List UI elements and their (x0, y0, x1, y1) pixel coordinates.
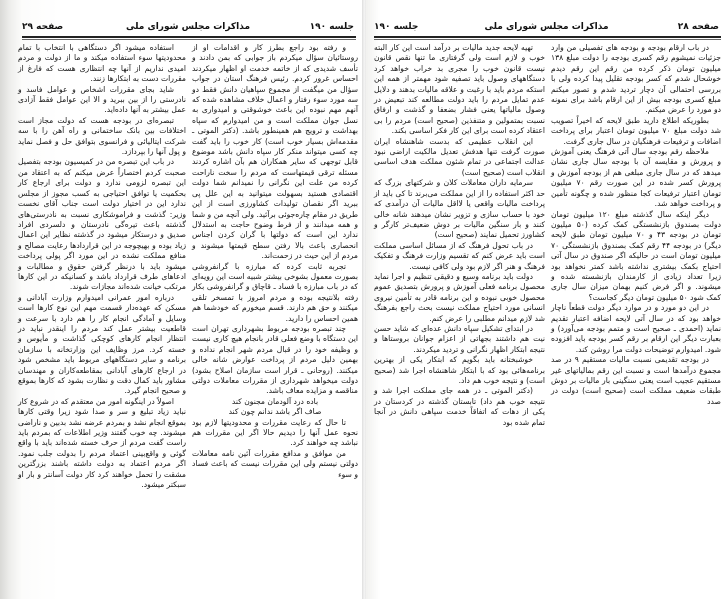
running-title: مذاکرات مجلس شورای ملی (125, 22, 251, 32)
header-rule-thin (374, 39, 721, 40)
paragraph: شاید بجای مقررات اشخاص و عوامل فاسد و نادرستی را از بین ببرید و الا این عوامل فقط آزادی عمل بیشتر به آنها داده‌اید. (18, 84, 186, 115)
paragraph: اصولاً در اینگونه امور من معتقدم که در شروع کار نباید زیاد تبلیغ و سر و صدا شود زیرا وقتی کارها بموقع انجام نشد و بمردم عرضه نشد بدبین و ناراضی میشوند. چه خوب گفتند وزیر اطلاعات که بمردم باید راست گفت مردم از حرف خسته شده‌اند باید با واقع گوئی و واقع‌بینی اعتماد مردم را بدولت جلب نمود. اگر مردم اعتماد به دولت داشته باشند بزرگترین مشقت را تحمل خواهند کرد کار دولت آسانتر و بار او سبکتر میشود. (18, 396, 186, 490)
right-page-28 (366, 0, 725, 599)
text-column-left (374, 43, 545, 428)
text-column-right (192, 43, 358, 480)
paragraph: این انقلاب عظیمی که بدست شاهنشاه ایران صورت گرفت تنها هدفش تعدیل مالکیت اراضی نبود عدالت اجتماعی در تمام شئون مملکت هدف اساسی انقلاب است (صحیح است) (374, 136, 545, 177)
paragraph: در باب ارقام بودجه و بودجه های تفصیلی من وارد جزئیات نمیشوم رقم کسری بودجه را دولت مبلغ ۱۳۸ میلیون تومان ذکر کرده من رقم این رقم دیدم خوشحال شدم که کسر بودجه تقلیل پیدا کرده ولی با بررسی احتمالی آن دچار تردید شدم و تصور میکنم مبلغ کسری بودجه بیش از این ارقام باشد برای نمونه دو مورد را عرض میکنم. (551, 43, 721, 115)
paragraph: در باب تحول فرهنگ که از مسائل اساسی مملکت است باید عرض کنم که تقسیم وزارت فرهنگ و تفکیک فرهنگ و هنر اگر لازم بود ولی کافی نیست. (374, 240, 545, 271)
paragraph: تا حال که رعایت مقررات و محدودیتها لازم بود نحوه عمل آنها را دیدیم حالا اگر این مقررات هم نباشد چه خواهند کرد. (192, 417, 358, 448)
session-number: جلسه ۱۹۰ (374, 22, 419, 32)
paragraph: درباره امور عمرانی امیدوارم وزارت آبادانی و مسکن که عهده‌دار قسمت مهم این نوع کارها است وسایل و آمادگی انجام کار را هم دارد با سرعت و قاطعیت بیشتر عمل کند مردم را اینقدر نباید در انتظار انجام کارهای کوچکی گذاشت و مأیوس و خسته کرد. مرز وظایف این وزارتخانه با سازمان برنامه و سایر دستگاههای مربوط باید مشخص شود در ارجاع کارهای آبادانی بمقاطعه‌کاران و مهندسان مشاور باید کمال دقت و نظارت بشود که کارها بموقع و صحیح انجام گیرد. (18, 292, 186, 396)
paragraph: تهیه لایحه جدید مالیات بر درآمد است این کار البته خوب و لازم است ولی گرفتاری ما تنها نقص قانون نیست قانون خوب را مجری بد خراب خواهد کرد دستگاههای وصول باید تصفیه شود مهمتر از همه این استکه مردم باید با رغبت و علاقه مالیات بدهند و دلایل عدم تمایل مردم را باید دولت مطالعه کند تبعیض در وصول مالیاتها یعنی فشار بضعفا و گذشت و ارفاق نسبت بمتمولین و متنفذین (صحیح است) مردم را بی اعتقاد کرده است برای این کار فکر اساسی بکند. (374, 43, 545, 136)
header-rule-thin (22, 39, 356, 40)
paragraph: در ابتدای تشکیل سپاه دانش عده‌ای که شاید حسن نیت هم داشتند بجهاتی از اعزام جوانان بروستاها و نتیجه ابتکار اظهار نگرانی و تردید میکردند. (374, 323, 545, 354)
page-header (22, 22, 354, 36)
paragraph: ملاحظه رقم بودجه سال آتی فرهنگ یعنی آموزش و پرورش و مقایسه آن با بودجه سال جاری نشان میدهد که در سال جاری مبلغی هم از بودجه آموزش و پرورش کسر شده در این صورت رقم ۷۰ میلیون تومان اعتبار ترفیعات کجا منظور شده و چگونه تأمین و پرداخت خواهد شد. (551, 147, 721, 209)
paragraph: بطوریکه اطلاع دارید طبق لایحه که اخیراً تصویب شد دولت مبلغ ۷۰ میلیون تومان اعتبار برای پرداخت اضافات و ترفیعات فرهنگیان در سال جاری گرفت. (551, 115, 721, 146)
verse-line: صاف اگر باشد ندانم چون کند (228, 407, 322, 417)
paragraph: (دکتر الموتی ـ در همه جای مملکت اجرا شد و نتیجه خوب هم داد) تابستان گذشته در کردستان در یکی از دهات که اتفاقاً خدمت سپاهی دانش در آنجا تمام شده بود (374, 386, 545, 427)
paragraph: در این دو مورد و در موارد دیگر دولت قطعاً ناچار خواهد بود که در سال آتی لایحه اضافه اعتبار تقدیم نماید (احمدی ـ صحیح است و متمم بودجه می‌آورد) و بعبارت دیگر این ارقام بر رقم کسر بودجه باید افزوده شود. امیدوارم توضیحات دولت مرا روشن کند. (551, 303, 721, 354)
paragraph: چند تبصره بودجه مربوط بشهرداری تهران است این دستگاه با وضع فعلی قادر بانجام هیچ کاری نیست و وظیفه خود را در قبال مردم شهر انجام نداده و بهمین دلیل مردم از پرداخت عوارض شانه خالی میکنند. (روحانی ـ قرار است سازمان اصلاح بشود) دولت میخواهد شهرداری از مقررات معاملات دولتی مناقصه و مزایده معاف باشد. (192, 323, 358, 396)
paragraph: دیگر اینکه سال گذشته مبلغ ۱۲۰ میلیون تومان دولت بصندوق بازنشستگی کمک کرده (۵۰ میلیون تومان در بودجه ۴۳ و ۷۰ میلیون تومان طبق لایحه دیگر) در بودجه ۴۴ رقم کمک بصندوق بازنشستگی ۷۰ میلیون تومان است در حالیکه اگر صندوق در سال آتی احتیاج بکمک بیشتری نداشته باشد کمتر نخواهد بود زیرا تعداد زیادی از کارمندان بازنشسته شده و میشوند. و اگر فرض کنیم بهمان میزان سال جاری کمک شود ۵۰ میلیون تومان دیگر کجاست؟ (551, 209, 722, 302)
paragraph: دولت باید برنامه وسیع و دقیقی تنظیم و اجرا نماید محصول برنامه فعلی آموزش و پرورش بتصدیق عموم محصول خوبی نبوده و این برنامه قادر به تأمین نیروی انسانی مورد احتیاج مملکت نیست بحث راجع بفرهنگ شد لازم میدانم مطلبی را عرض کنم. (374, 271, 545, 323)
paragraph: خوشبختانه باید بگویم که ابتکار یکی از بهترین برنامه‌هائی بود که با ابتکار شاهنشاه اجرا شد (صحیح است) و نتیجه خوب هم داد. (374, 355, 545, 385)
paragraph: تجربه ثابت کرده که مبارزه با گرانفروشی بصورت معمول بشوخی بیشتر شبیه است این رویه‌ای که در باب مبارزه با فساد ـ قاچاق و گرانفروشی بکار رفته بلانتیجه بوده و مردم امروز با تمسخر تلقی میکنند و حق هم دارند. قسم میخورم که خودشما هم همین احساس را دارید. (192, 261, 358, 323)
paragraph: در باب این تبصره من در کمیسیون بودجه بتفصیل صحبت کردم اختصاراً عرض میکنم که به اعتقاد من این تبصره لزومی ندارد و دولت برای ارجاع کار بحکمیت یا توافق احتیاجی به کسب مجوز از مجلس ندارد این در اختیار دولت است جناب آقای نخست وزیر: گذشت و فراموشکاری نسبت به نادرستی‌های گذشته باعث تیره‌گی نادرستان و دلسردی افراد صدیق و درستکار میشود در گذشته نظایر این اعمال زیاد بوده و بهیچوجه در این قراردادها رعایت مصالح و منافع مملکت نشده در این مورد اگر پولی پرداخت میشود باید با درنظر گرفتن حقوق و مطالبات و ادعاهای طرف قرارداد باشد و کسانیکه در این کارها مرتکب خیانت شده‌اند مجازات شوند. (18, 157, 186, 292)
page-header (374, 22, 719, 36)
session-number: جلسه ۱۹۰ (309, 22, 354, 32)
page-number: صفحه ۲۸ (677, 22, 719, 32)
paragraph: سرمایه داران معاملات کلان و شرکتهای بزرگ که حد اکثر استفاده را از این مملکت می‌برند تا کی باید از پرداخت مالیات واقعی یا لااقل مالیات آن درآمدی که خود با حساب سازی و تزویر نشان میدهند شانه خالی کنند و بار سنگین مالیات بر دوش ضعیف‌تر کارگر و کشاورز تحمیل نمایند (صحیح است) (374, 178, 545, 240)
header-rule (22, 36, 356, 38)
paragraph: من موافق و مدافع مقررات آئین نامه معاملات دولتی نیستم ولی این مقررات نیست که باعث فساد و سوء (192, 448, 358, 479)
paragraph: استفاده میشود اگر دستگاهی با انتخاب با تمام محدودیتها سوء استفاده میکند و ما از دولت و مردم امیدی نداریم از آنها چه انتظاری هست که فارغ از مقررات دست به ابتکارها زنند. (18, 43, 186, 84)
text-column-left (18, 43, 186, 490)
paragraph: در بودجه تقدیمی نسبت مالیات مستقیم ۹ در صد مجموع درآمدها است و نسبت این رقم بمالیاتهای غیر مستقیم عجیب است یعنی سنگینی بار مالیات بر دوش طبقات ضعیف مملکت است (صحیح است) دولت در صدد (551, 355, 721, 406)
page-number: صفحه ۲۹ (22, 22, 64, 32)
header-rule (374, 36, 721, 38)
verse-line: باده درد آلودمان مجنون کند (231, 396, 319, 406)
paragraph: و رفته بود راجع بطرز کار و اقدامات او از روستائیان سؤال میکردم باز جوابی که بمن دادند و تأسف شدیدی که از خاتمه خدمت او اظهار میکردند احساس غرور کردم. رئیس فرهنگ استان در جواب سؤال من میگفت از مجموع سپاهیان دانش فقط دو سه مورد سوء رفتار و اعمال خلاف مشاهده شده که آنهم مهم نبوده این باعث خوشوقتی و امیدواری به نسل جوان مملکت است و من امیدوارم که سپاه بهداشت و ترویج هم همینطور باشد. (دکتر الموتی ـ مقدمه‌اش بسیار خوب است) کار خوب را باید گفت چه کسی میتواند منکر کار سپاه دانش باشد موضوع قابل توجهی که سایر همکاران هم بآن اشاره کردند مسئله ترقی قیمتهاست که مردم را سخت ناراحت کرده من علت این نگرانی را نمیدانم شما دولت اقتصادی هستید بسهولت میتوانید به این علل پی ببرید اگر نقصان تولیدات کشاورزی است از این طریق در مقام چاره‌جوئی برآئید. ولی آنچه من و شما و همه میدانند و از فرط وضوح حاجت به استدلال ندارد این است که دولتها با گران کردن اجناس انحصاری باعث بالا رفتن سطح قیمتها میشوند و مردم از این حیث در زحمت‌اند. (192, 43, 358, 261)
text-column-right (551, 43, 721, 407)
paragraph: تبصره‌ای در بودجه هست که دولت مجاز است اختلافات بین بانک ساختمانی و راه آهن را با سه شرکت ایتالیائی و فرانسوی بتوافق حل و فصل نماید و پول آنها را بپردازد. (18, 115, 186, 157)
running-title: مذاکرات مجلس شورای ملی (484, 22, 609, 32)
